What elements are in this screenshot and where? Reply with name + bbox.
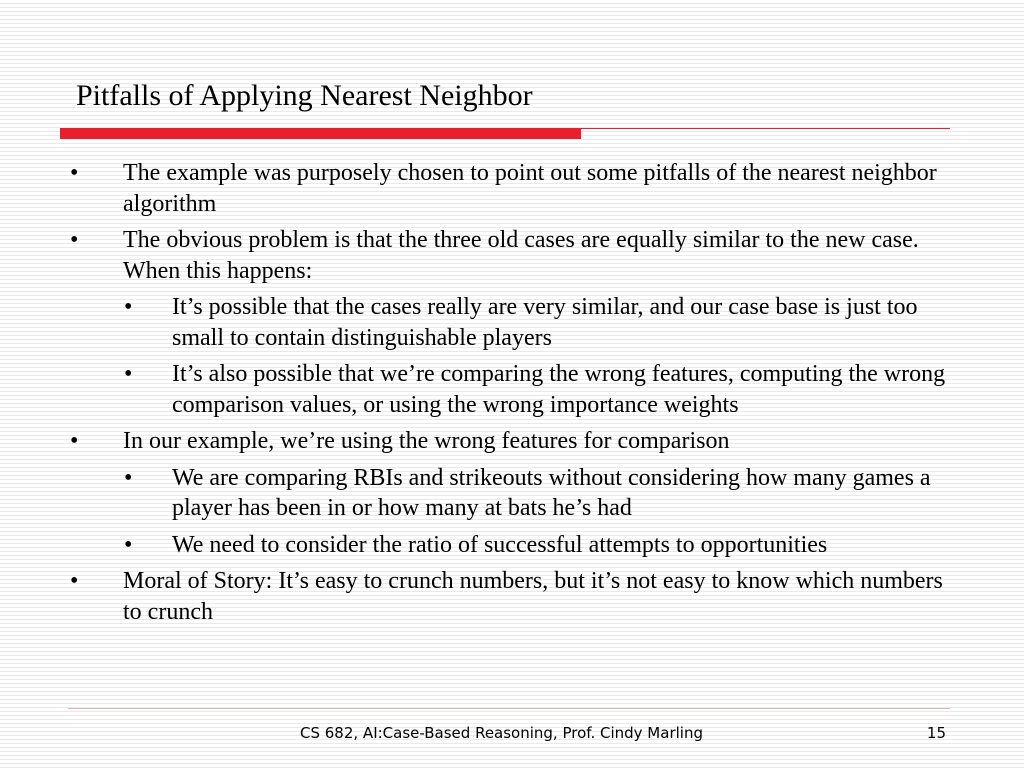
sub-bullet-text: We are comparing RBIs and strikeouts without considering how many games a player has been in or how many at bats he’s had <box>172 464 931 521</box>
slide-title: Pitfalls of Applying Nearest Neighbor <box>76 79 533 112</box>
bullet-marker: • <box>70 568 79 594</box>
sub-bullet-text: We need to consider the ratio of successful attempts to opportunities <box>172 531 828 558</box>
title-underline <box>60 128 950 139</box>
bullet-marker: • <box>124 294 133 320</box>
bullet-marker: • <box>124 361 133 387</box>
bullet-text: The example was purposely chosen to point out some pitfalls of the nearest neighbor algorithm <box>123 160 937 217</box>
bullet-text: Moral of Story: It’s easy to crunch numbers, but it’s not easy to know which numbers to crunch <box>123 568 943 625</box>
sub-bullet-item <box>0 463 1024 524</box>
bullet-item <box>0 158 1024 219</box>
bullet-marker: • <box>70 227 79 253</box>
slide-number: 15 <box>926 724 946 742</box>
bullet-text: The obvious problem is that the three old cases are equally similar to the new case. When this happens: <box>123 227 919 284</box>
bullet-marker: • <box>124 531 133 558</box>
bullet-list <box>0 158 1024 627</box>
footer-caption: CS 682, AI:Case-Based Reasoning, Prof. Cindy Marling <box>300 724 703 742</box>
sub-bullet-item <box>0 530 1024 561</box>
bullet-item <box>0 566 1024 627</box>
sub-bullet-item <box>0 359 1024 420</box>
title-accent-bar <box>60 128 581 139</box>
bullet-marker: • <box>124 464 133 491</box>
bullet-item <box>0 225 1024 286</box>
footer-divider <box>68 708 950 709</box>
title-accent-line <box>581 128 950 129</box>
bullet-item <box>0 426 1024 457</box>
sub-bullet-item <box>0 292 1024 353</box>
bullet-marker: • <box>70 428 79 454</box>
sub-bullet-text: It’s possible that the cases really are very similar, and our case base is just too small to contain distinguishable players <box>172 294 918 351</box>
sub-bullet-text: It’s also possible that we’re comparing the wrong features, computing the wrong comparison values, or using the wrong importance weights <box>172 361 946 418</box>
bullet-text: In our example, we’re using the wrong features for comparison <box>123 428 730 454</box>
bullet-marker: • <box>70 160 79 186</box>
